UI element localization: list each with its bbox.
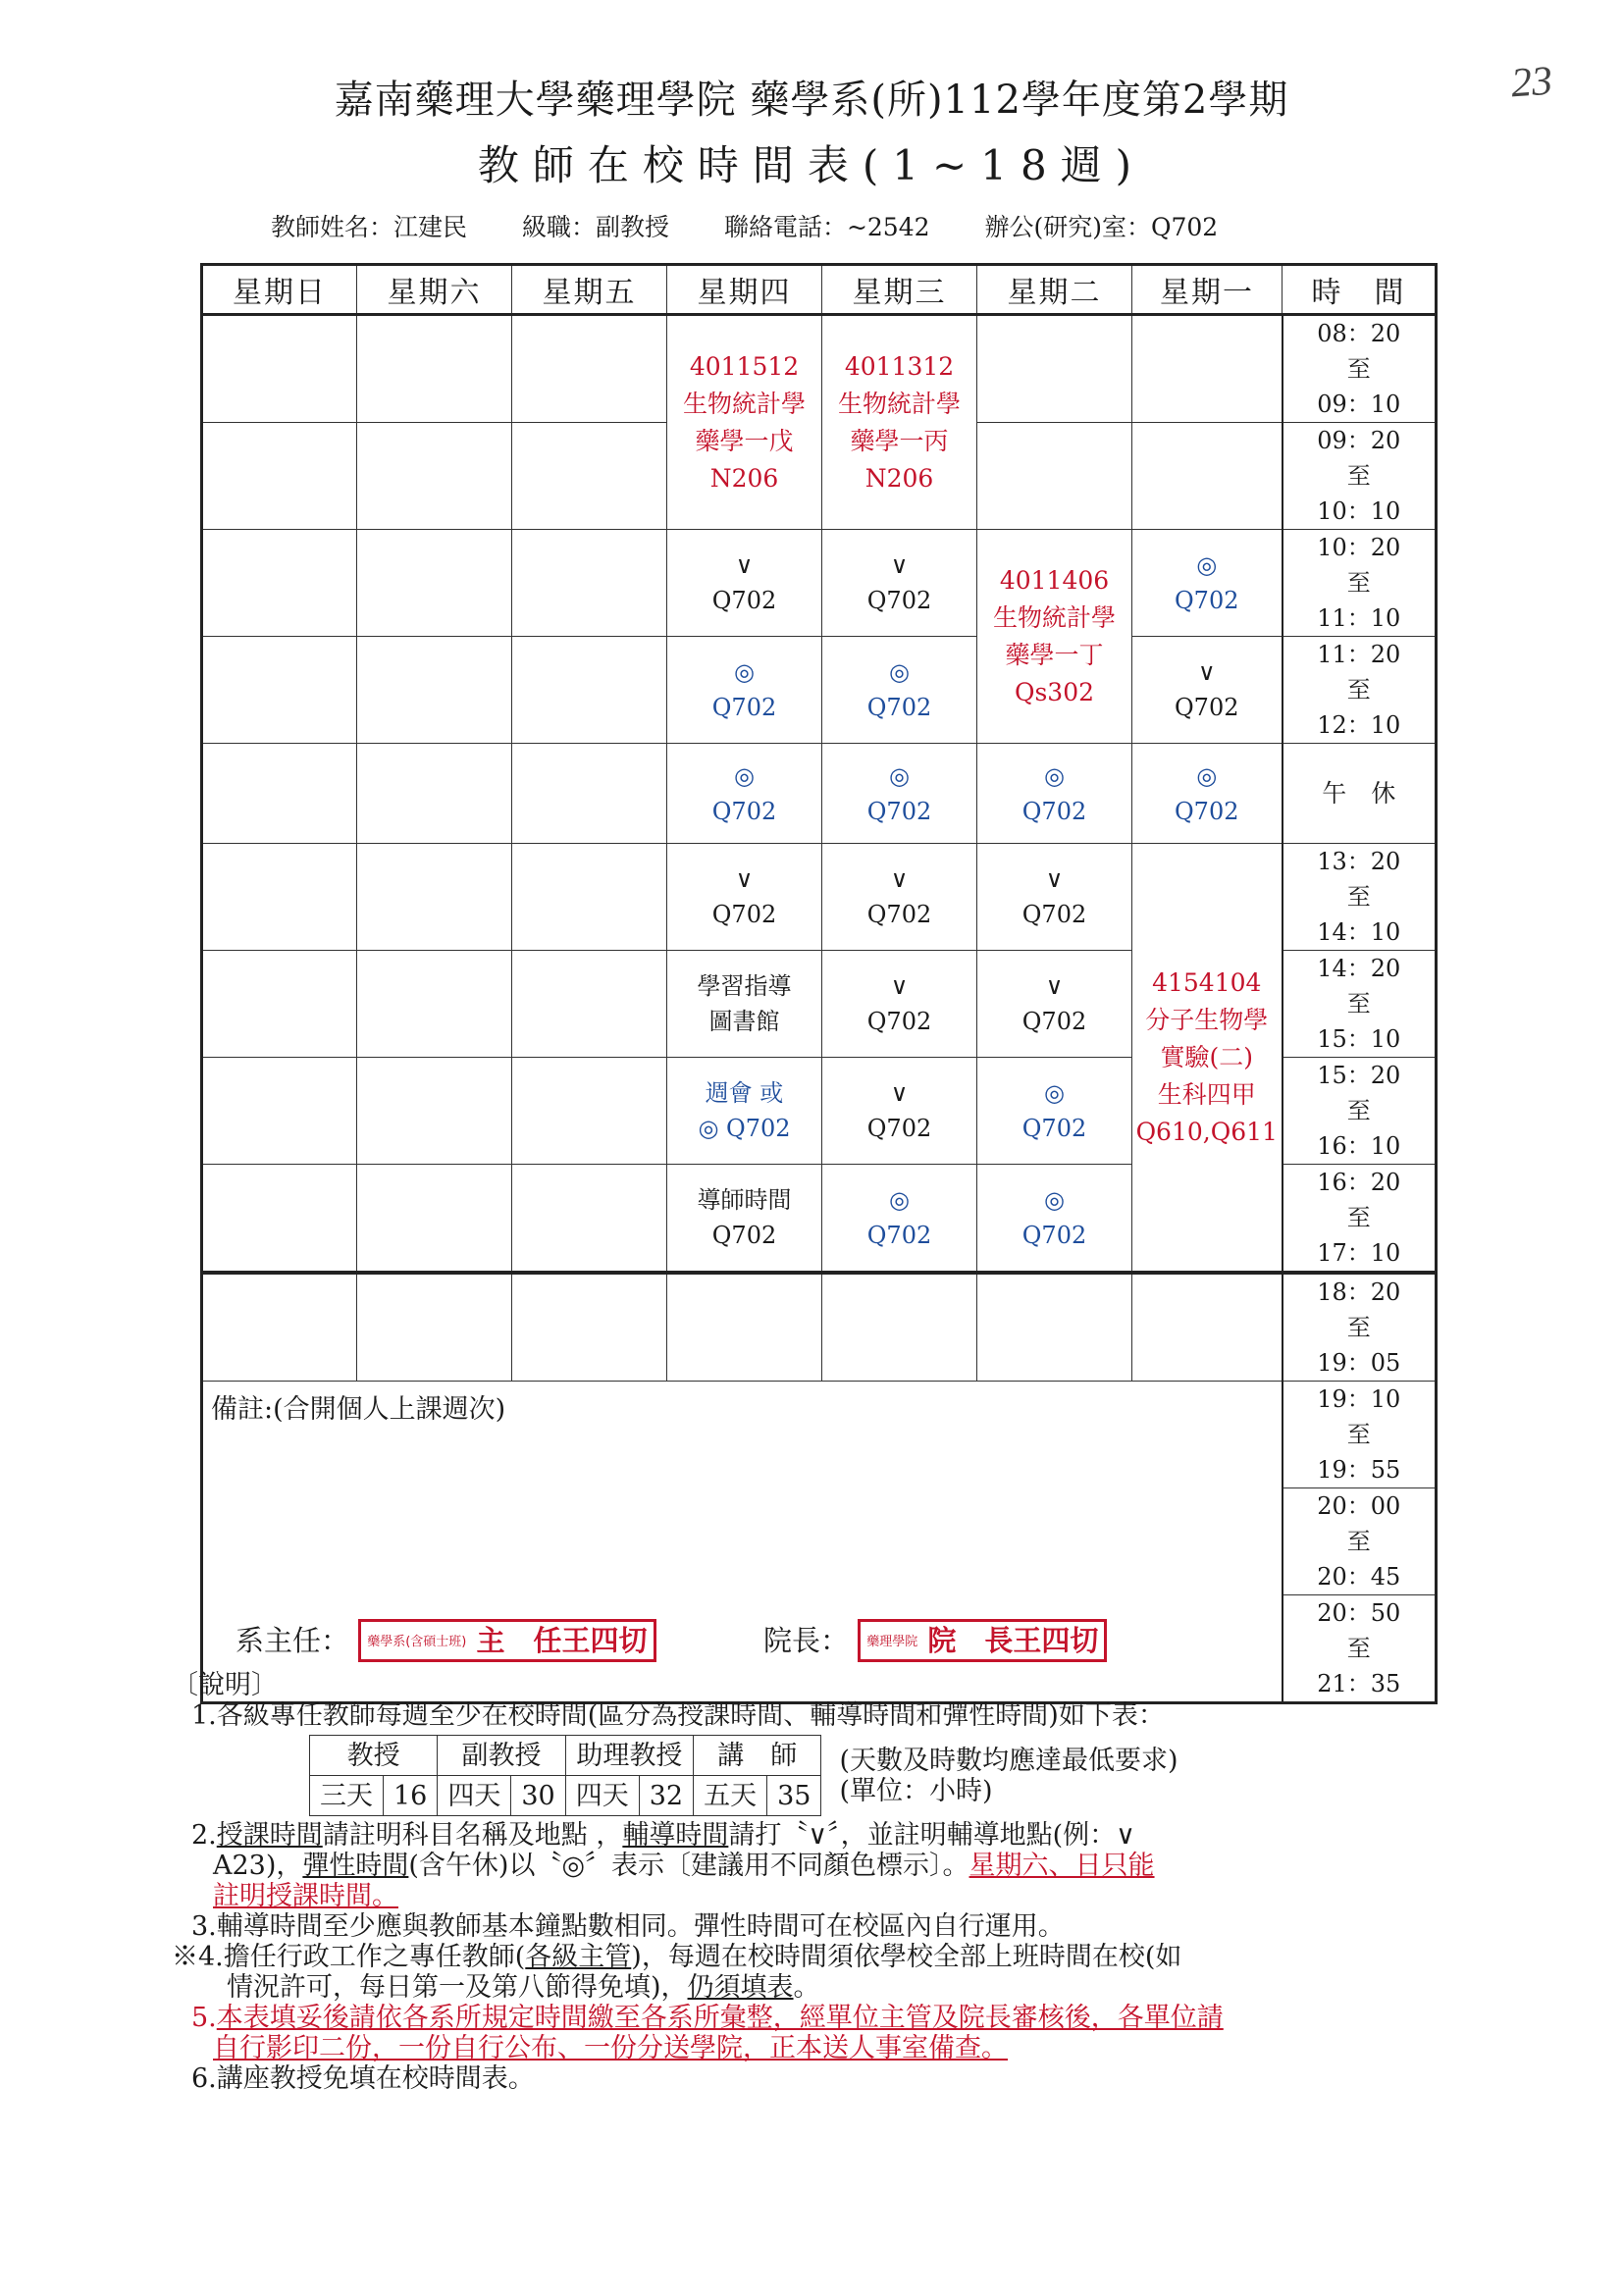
course-code: 4154104 <box>1152 967 1262 997</box>
double-circle-icon: ◎ <box>734 761 755 790</box>
cell-flex: ◎ Q702 <box>667 637 822 744</box>
course-room: Qs302 <box>1014 677 1095 706</box>
header-tue: 星期二 <box>977 265 1132 315</box>
cell-counseling: ∨ Q702 <box>822 1058 977 1165</box>
double-circle-icon: ◎ <box>889 761 910 790</box>
table-row <box>202 637 1437 744</box>
double-circle-icon: ◎ <box>889 658 910 686</box>
cell-empty <box>202 1165 357 1274</box>
cell-empty <box>512 637 667 744</box>
cell-flex: ◎ Q702 <box>977 744 1132 844</box>
notes-heading: 〔說明〕 <box>172 1670 278 1700</box>
time-slot-7: 14：20 至 15：10 <box>1283 951 1437 1058</box>
cell-counseling: ∨ Q702 <box>977 951 1132 1058</box>
time-slot-13: 20：50 至 21：35 <box>1283 1595 1437 1703</box>
requirement-table: 教授 副教授 助理教授 講 師 三天 16 四天 30 四天 32 五天 35 <box>309 1735 821 1816</box>
cell-empty <box>357 844 512 951</box>
cell-flex: ◎ Q702 <box>1132 530 1283 637</box>
cell-flex: ◎ Q702 <box>977 1165 1132 1274</box>
cell-counseling: ∨ Q702 <box>822 530 977 637</box>
cell-empty <box>512 844 667 951</box>
course-tue-biostat <box>977 530 1132 744</box>
check-mark-icon: ∨ <box>890 551 909 579</box>
cell-empty <box>977 423 1132 530</box>
cell-empty <box>512 744 667 844</box>
time-slot-4: 11：20 至 12：10 <box>1283 637 1437 744</box>
course-name: 生物統計學 <box>837 389 961 418</box>
cell-empty <box>512 423 667 530</box>
cell-empty <box>512 951 667 1058</box>
cell-weekly-meeting: 週會 或 ◎ Q702 <box>667 1058 822 1165</box>
cell-tutor-time: 導師時間 Q702 <box>667 1165 822 1274</box>
check-mark-icon: ∨ <box>735 865 754 893</box>
cell-flex: ◎ Q702 <box>977 1058 1132 1165</box>
cell-empty <box>667 1273 822 1382</box>
cell-flex: ◎ Q702 <box>1132 744 1283 844</box>
cell-empty <box>202 744 357 844</box>
time-slot-9: 16：20 至 17：10 <box>1283 1165 1437 1274</box>
note-4: ※4.擔任行政工作之專任教師(各級主管)，每週在校時間須依學校全部上班時間在校(如 情況許可，每日第一及第八節得免填)，仍須填表。 <box>172 1942 1182 2003</box>
cell-empty <box>357 1058 512 1165</box>
course-class: 藥學一丙 <box>850 426 949 455</box>
cell-empty <box>202 530 357 637</box>
double-circle-icon: ◎ <box>889 1186 910 1214</box>
cell-flex: ◎ Q702 <box>822 744 977 844</box>
cell-flex: ◎ Q702 <box>667 744 822 844</box>
note-3: 3.輔導時間至少應與教師基本鐘點數相同。彈性時間可在校區內自行運用。 <box>191 1911 1065 1942</box>
teacher-name: 教師姓名：江建民 <box>271 213 468 241</box>
cell-empty <box>357 744 512 844</box>
cell-empty <box>202 951 357 1058</box>
cell-empty <box>1132 315 1283 423</box>
course-room: Q610,Q611 <box>1135 1117 1278 1146</box>
cell-empty <box>357 1273 512 1382</box>
cell-empty <box>512 1058 667 1165</box>
cell-empty <box>512 315 667 423</box>
cell-counseling: ∨ Q702 <box>667 844 822 951</box>
header-wed: 星期三 <box>822 265 977 315</box>
time-slot-3: 10：20 至 11：10 <box>1283 530 1437 637</box>
double-circle-icon: ◎ <box>1044 1079 1065 1107</box>
note-6: 6.講座教授免填在校時間表。 <box>191 2063 535 2094</box>
check-mark-icon: ∨ <box>1045 865 1064 893</box>
course-thu-biostat <box>667 315 822 530</box>
course-room: N206 <box>864 463 934 493</box>
cell-empty <box>822 1273 977 1382</box>
cell-empty <box>202 1058 357 1165</box>
course-code: 4011406 <box>999 565 1110 595</box>
remark-cell: 備註:(合開個人上課週次) <box>202 1382 1283 1703</box>
check-mark-icon: ∨ <box>890 972 909 1000</box>
cell-counseling: ∨ Q702 <box>1132 637 1283 744</box>
cell-flex: ◎ Q702 <box>822 637 977 744</box>
course-class: 藥學一丁 <box>1005 640 1104 669</box>
cell-empty <box>357 951 512 1058</box>
cell-empty <box>512 1165 667 1274</box>
dean-stamp: 藥理學院 院 長王四切 <box>858 1619 1107 1662</box>
note-5: 5.本表填妥後請依各系所規定時間繳至各系所彙整，經單位主管及院長審核後，各單位請 自行影印二份，一份自行公布、一份分送學院，正本送人事室備查。 <box>191 2003 1224 2063</box>
time-slot-1: 08：20 至 09：10 <box>1283 315 1437 423</box>
cell-counseling: ∨ Q702 <box>822 951 977 1058</box>
teacher-rank: 級職：副教授 <box>521 213 669 241</box>
header-fri: 星期五 <box>512 265 667 315</box>
time-slot-11: 19：10 至 19：55 <box>1283 1382 1437 1488</box>
header-row <box>202 265 1437 315</box>
cell-empty <box>202 637 357 744</box>
cell-counseling: ∨ Q702 <box>977 844 1132 951</box>
cell-empty <box>357 423 512 530</box>
table-row <box>202 530 1437 637</box>
time-slot-12: 20：00 至 20：45 <box>1283 1488 1437 1595</box>
teacher-office: 辦公(研究)室：Q702 <box>984 213 1219 241</box>
table-row <box>202 844 1437 951</box>
teacher-info <box>271 208 1265 243</box>
time-slot-6: 13：20 至 14：10 <box>1283 844 1437 951</box>
cell-empty <box>357 1165 512 1274</box>
course-name-2: 實驗(二) <box>1160 1042 1253 1071</box>
cell-empty <box>202 844 357 951</box>
time-slot-2: 09：20 至 10：10 <box>1283 423 1437 530</box>
cell-empty <box>977 1273 1132 1382</box>
dean-label: 院長： <box>763 1624 850 1657</box>
cell-counseling: ∨ Q702 <box>667 530 822 637</box>
double-circle-icon: ◎ <box>1196 761 1218 790</box>
check-mark-icon: ∨ <box>890 1079 909 1107</box>
check-mark-icon: ∨ <box>1197 658 1216 686</box>
dept-head-signature <box>236 1619 656 1659</box>
requirement-notes: (天數及時數均應達最低要求) (單位：小時) <box>839 1745 1178 1806</box>
dept-head-stamp: 藥學系(含碩士班) 主 任王四切 <box>358 1619 655 1662</box>
check-mark-icon: ∨ <box>735 551 754 579</box>
course-code: 4011512 <box>689 351 800 381</box>
dept-head-label: 系主任： <box>236 1624 350 1657</box>
note-2: 2.授課時間請註明科目名稱及地點 ，輔導時間請打〝∨〞，並註明輔導地點(例：∨ A23)，彈性時間(含午休)以〝◎〞表示〔建議用不同顏色標示〕。星期六、日只能 註明授課時間。 <box>191 1820 1155 1911</box>
course-name: 生物統計學 <box>682 389 806 418</box>
cell-empty <box>512 1273 667 1382</box>
table-row <box>202 1273 1437 1382</box>
table-row <box>202 315 1437 423</box>
requirement-block <box>172 1735 1477 1816</box>
cell-empty <box>1132 423 1283 530</box>
time-slot-10: 18：20 至 19：05 <box>1283 1273 1437 1382</box>
course-name: 生物統計學 <box>992 602 1116 632</box>
cell-study-guidance: 學習指導 圖書館 <box>667 951 822 1058</box>
header-thu: 星期四 <box>667 265 822 315</box>
cell-empty <box>977 315 1132 423</box>
course-mon-molbio-lab <box>1132 844 1283 1274</box>
double-circle-icon: ◎ <box>1196 551 1218 579</box>
course-name: 分子生物學 <box>1145 1005 1269 1034</box>
table-row <box>202 1382 1437 1488</box>
check-mark-icon: ∨ <box>890 865 909 893</box>
course-wed-biostat <box>822 315 977 530</box>
course-class: 生科四甲 <box>1157 1079 1256 1109</box>
dean-signature <box>763 1619 1107 1659</box>
cell-empty <box>202 1273 357 1382</box>
double-circle-icon: ◎ <box>1044 761 1065 790</box>
title-line-2: 教師在校時間表(1~18週) <box>477 141 1146 189</box>
cell-counseling: ∨ Q702 <box>822 844 977 951</box>
teacher-phone: 聯絡電話：~2542 <box>723 213 930 241</box>
course-code: 4011312 <box>844 351 955 381</box>
cell-empty <box>202 423 357 530</box>
cell-empty <box>202 315 357 423</box>
cell-empty <box>512 530 667 637</box>
header-mon: 星期一 <box>1132 265 1283 315</box>
note-1: 1.各級專任教師每週至少在校時間(區分為授課時間、輔導時間和彈性時間)如下表： <box>191 1700 1165 1731</box>
handwritten-page-number: 23 <box>1509 58 1554 107</box>
time-slot-8: 15：20 至 16：10 <box>1283 1058 1437 1165</box>
table-row <box>202 744 1437 844</box>
double-circle-icon: ◎ <box>734 658 755 686</box>
title-line-1: 嘉南藥理大學藥理學院 藥學系(所)112學年度第2學期 <box>334 78 1289 123</box>
cell-empty <box>357 315 512 423</box>
notes-section <box>172 1670 1477 2094</box>
header-sun: 星期日 <box>202 265 357 315</box>
cell-flex: ◎ Q702 <box>822 1165 977 1274</box>
double-circle-icon: ◎ <box>1044 1186 1065 1214</box>
header-time: 時 間 <box>1283 265 1437 315</box>
cell-empty <box>1132 1273 1283 1382</box>
cell-empty <box>357 530 512 637</box>
check-mark-icon: ∨ <box>1045 972 1064 1000</box>
course-room: N206 <box>709 463 779 493</box>
schedule-table <box>200 263 1438 1704</box>
header-sat: 星期六 <box>357 265 512 315</box>
course-class: 藥學一戊 <box>695 426 794 455</box>
time-slot-lunch: 午 休 <box>1283 744 1437 844</box>
cell-empty <box>357 637 512 744</box>
